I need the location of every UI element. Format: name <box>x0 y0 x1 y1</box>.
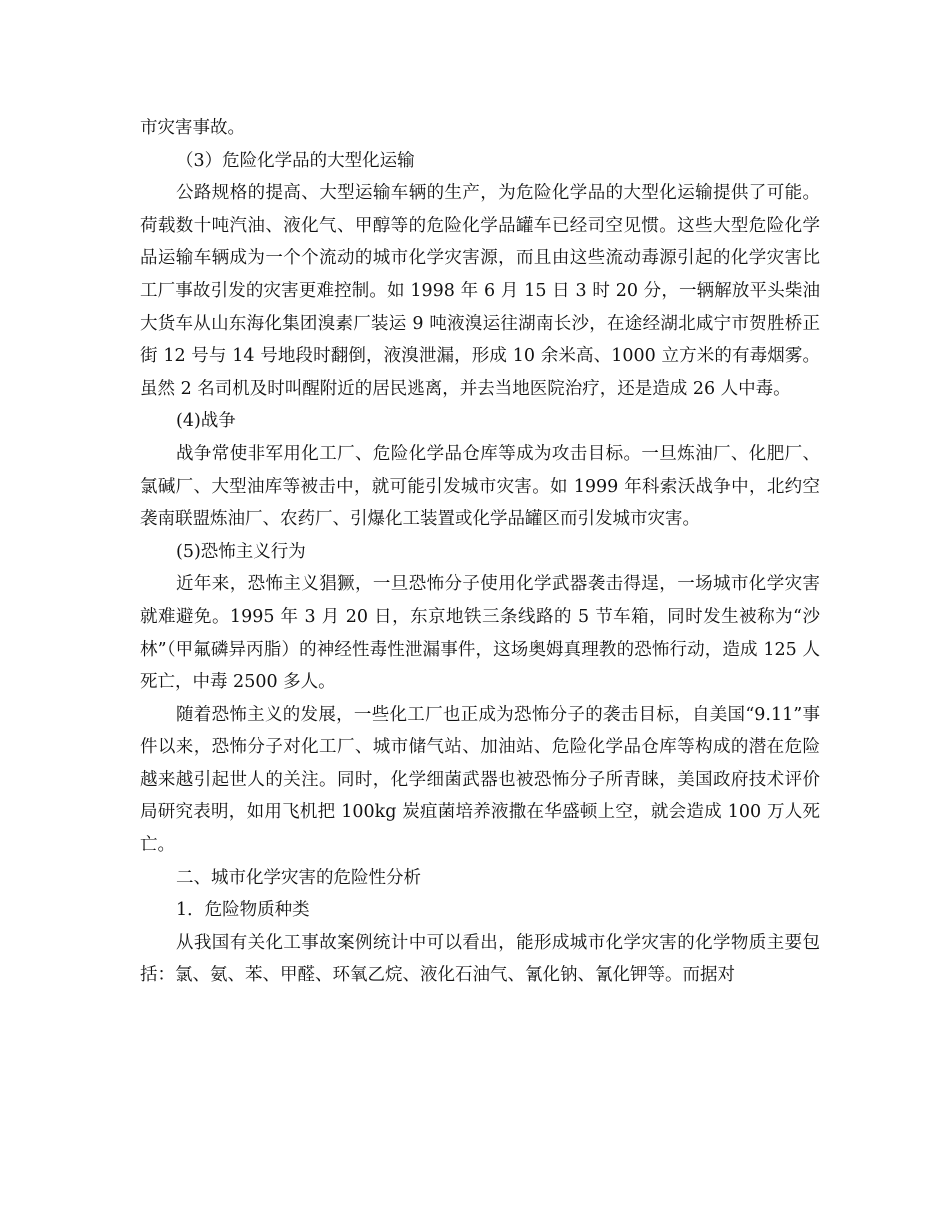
paragraph-terrorism: 近年来，恐怖主义猖獗，一旦恐怖分子使用化学武器袭击得逞，一场城市化学灾害就难避免。1995 年 3 月 20 日，东京地铁三条线路的 5 节车箱，同时发生被称为“沙林”（甲氟磷异丙脂）的神经性毒性泄漏事件，这场奥姆真理教的恐怖行动，造成 125 人死亡，中毒 2500 多人。 <box>140 574 820 693</box>
paragraph-war: 战争常使非军用化工厂、危险化学品仓库等成为攻击目标。一旦炼油厂、化肥厂、氯碱厂、大型油库等被击中，就可能引发城市灾害。如 1999 年科索沃战争中，北约空袭南联盟炼油厂、农药厂、引爆化工装置或化学品罐区而引发城市灾害。 <box>140 443 820 530</box>
paragraph-terrorism-2: 随着恐怖主义的发展，一些化工厂也正成为恐怖分子的袭击目标，自美国“9.11”事件以来，恐怖分子对化工厂、城市储气站、加油站、危险化学品仓库等构成的潜在危险越来越引起世人的关注。同时，化学细菌武器也被恐怖分子所青睐，美国政府技术评价局研究表明，如用飞机把 100kg 炭疽菌培养液撒在华盛顿上空，就会造成 100 万人死亡。 <box>140 704 820 856</box>
section-heading-3: （3）危险化学品的大型化运输 <box>176 150 415 171</box>
section-heading-4: (4)战争 <box>176 411 236 432</box>
document-body <box>140 112 820 992</box>
chapter-heading: 二、城市化学灾害的危险性分析 <box>176 867 421 888</box>
subsection-heading: 1．危险物质种类 <box>176 900 310 921</box>
paragraph-transport: 公路规格的提高、大型运输车辆的生产，为危险化学品的大型化运输提供了可能。荷载数十吨汽油、液化气、甲醇等的危险化学品罐车已经司空见惯。这些大型危险化学品运输车辆成为一个个流动的城市化学灾害源，而且由这些流动毒源引起的化学灾害比工厂事故引发的灾害更难控制。如 1998 年 6 月 15 日 3 时 20 分，一辆解放平头柴油大货车从山东海化集团溴素厂装运 9 吨液溴运往湖南长沙，在途经湖北咸宁市贺胜桥正街 12 号与 14 号地段时翻倒，液溴泄漏，形成 10 余米高、1000 立方米的有毒烟雾。虽然 2 名司机及时叫醒附近的居民逃离，并去当地医院治疗，还是造成 26 人中毒。 <box>140 183 820 399</box>
section-heading-5: (5)恐怖主义行为 <box>176 541 306 562</box>
paragraph-continued: 市灾害事故。 <box>140 118 245 138</box>
paragraph-substances: 从我国有关化工事故案例统计中可以看出，能形成城市化学灾害的化学物质主要包括：氯、氨、苯、甲醛、环氧乙烷、液化石油气、氰化钠、氰化钾等。而据对 <box>140 932 820 986</box>
